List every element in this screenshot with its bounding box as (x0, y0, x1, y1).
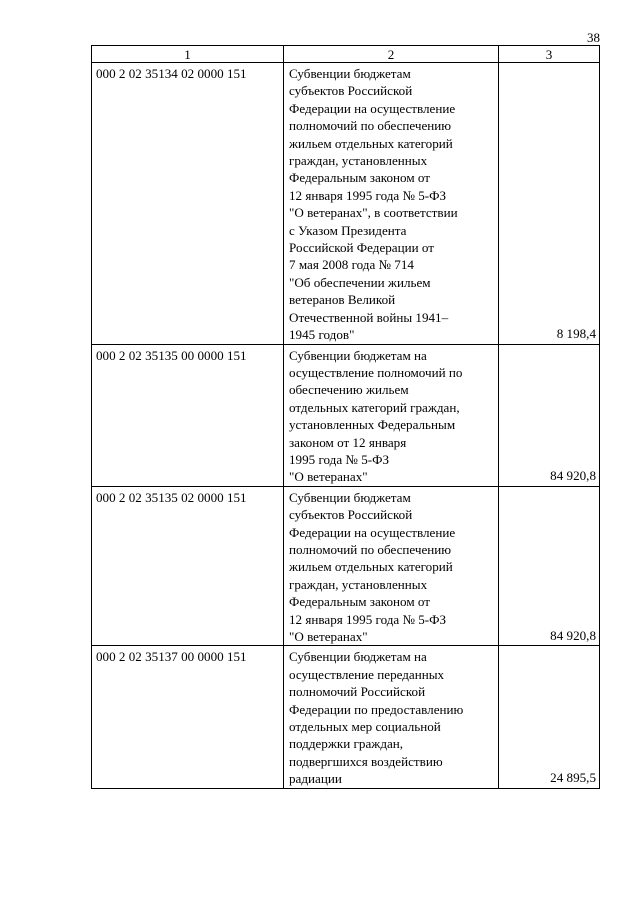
column-header-1: 1 (92, 46, 284, 63)
amount: 8 198,4 (499, 63, 600, 345)
table-row (92, 63, 600, 345)
amount: 24 895,5 (499, 646, 600, 788)
budget-table (91, 45, 600, 789)
description: Субвенции бюджетам на осуществление полномочий по обеспечению жильем отдельных категорий граждан, установленных Федеральным законом от 12 января 1995 года № 5-ФЗ "О ветеранах" (284, 344, 499, 486)
description: Субвенции бюджетам субъектов Российской Федерации на осуществление полномочий по обеспечению жильем отдельных категорий граждан, установленных Федеральным законом от 12 января 1995 года № 5-ФЗ "О ветеранах", в соответствии с Указом Президента Российской Федерации от 7 мая 2008 года № 714 "Об обеспечении жильем ветеранов Великой Отечественной войны 1941– 1945 годов" (284, 63, 499, 345)
column-header-2: 2 (284, 46, 499, 63)
budget-code: 000 2 02 35135 00 0000 151 (92, 344, 284, 486)
budget-code: 000 2 02 35135 02 0000 151 (92, 486, 284, 646)
table-row (92, 486, 600, 646)
budget-code: 000 2 02 35137 00 0000 151 (92, 646, 284, 788)
amount: 84 920,8 (499, 344, 600, 486)
page-number: 38 (587, 30, 600, 45)
description: Субвенции бюджетам на осуществление переданных полномочий Российской Федерации по предоставлению отдельных мер социальной поддержки граждан, подвергшихся воздействию радиации (284, 646, 499, 788)
budget-code: 000 2 02 35134 02 0000 151 (92, 63, 284, 345)
table-row (92, 646, 600, 788)
column-header-3: 3 (499, 46, 600, 63)
description: Субвенции бюджетам субъектов Российской Федерации на осуществление полномочий по обеспечению жильем отдельных категорий граждан, установленных Федеральным законом от 12 января 1995 года № 5-ФЗ "О ветеранах" (284, 486, 499, 646)
table-header-row (92, 46, 600, 63)
table-row (92, 344, 600, 486)
amount: 84 920,8 (499, 486, 600, 646)
